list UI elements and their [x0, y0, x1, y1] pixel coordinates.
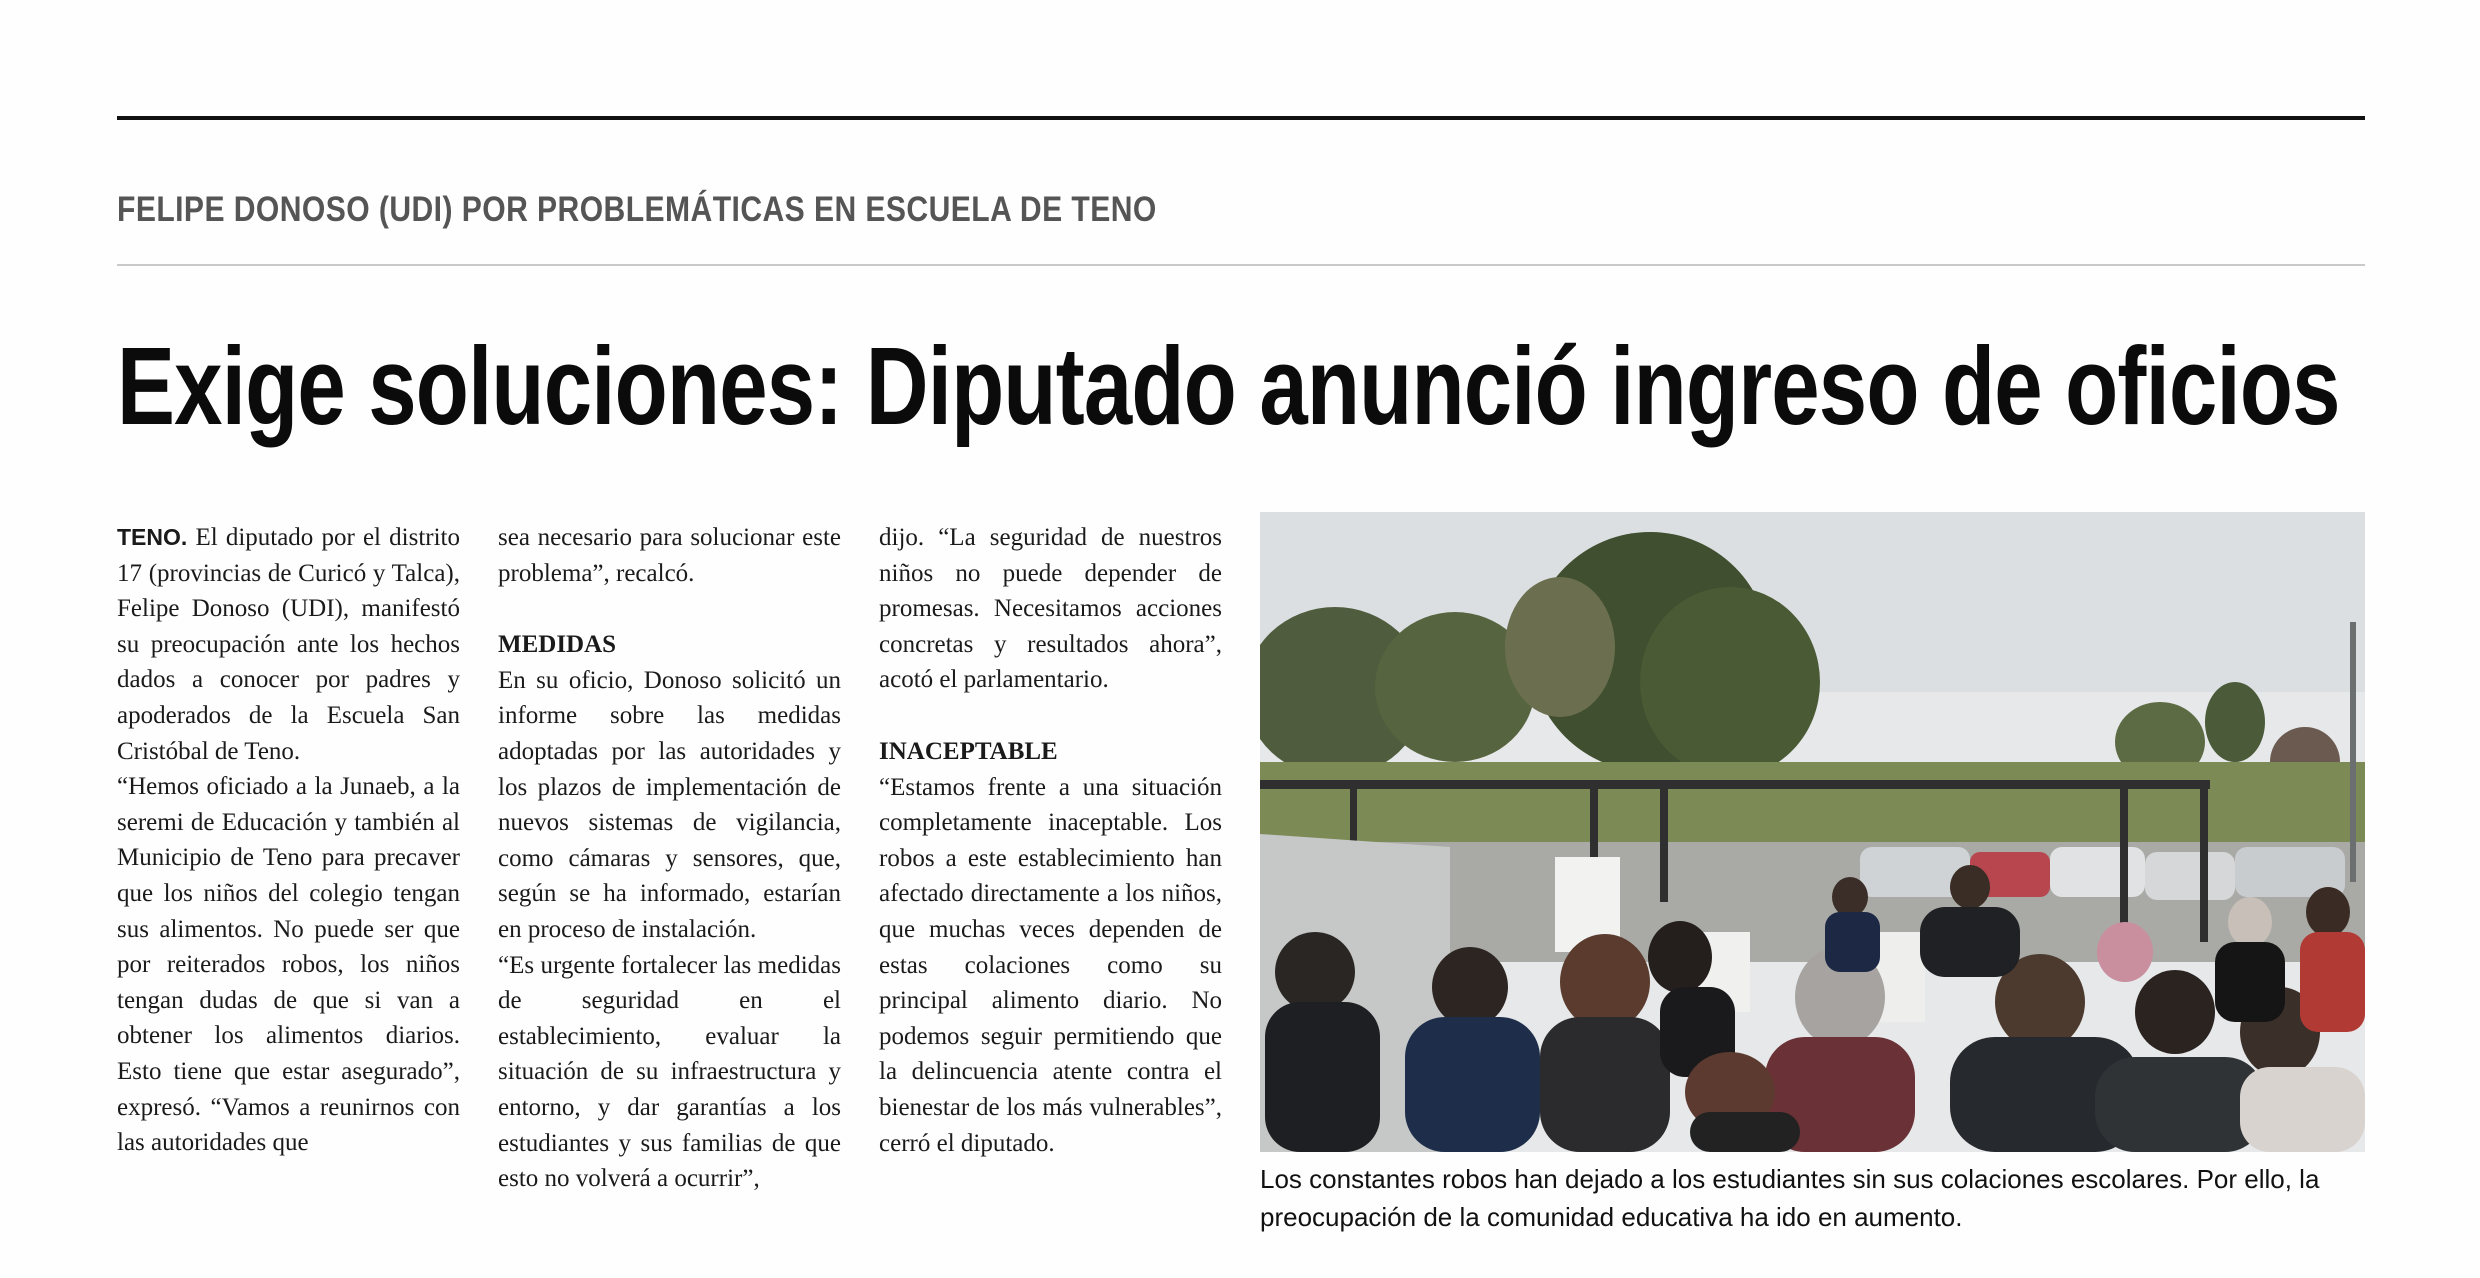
- paragraph: [117, 520, 460, 769]
- subhead-medidas: MEDIDAS: [498, 631, 617, 659]
- kicker: FELIPE DONOSO (UDI) POR PROBLEMÁTICAS EN ESCUELA DE TENO: [117, 190, 1157, 229]
- news-photo: [1260, 512, 2365, 1152]
- paragraph: “Es urgente fortalecer las medidas de seguridad en el establecimiento, evaluar la situación de su infraestructura y entorno, y dar garantías a los estudiantes y sus familias de que esto no volverá a ocurrir”,: [498, 951, 841, 1193]
- paragraph: sea necesario para solucionar este problema”, recalcó.: [498, 524, 841, 587]
- paragraph-text: El diputado por el distrito 17 (provincias de Curicó y Talca), Felipe Donoso (UDI), manifestó su preocupación ante los hechos dados a conocer por padres y apoderados de la Escuela San Cristóbal de Teno.: [117, 524, 460, 765]
- subhead-inaceptable: INACEPTABLE: [879, 737, 1058, 765]
- paragraph: En su oficio, Donoso solicitó un informe sobre las medidas adoptadas por las autoridades y los plazos de implementación de nuevos sistemas de vigilancia, como cámaras y sensores, que, según se ha informado, estarían en proceso de instalación.: [498, 666, 841, 943]
- article-column-1: [117, 520, 460, 1161]
- paragraph: dijo. “La seguridad de nuestros niños no puede depender de promesas. Necesitamos acciones concretas y resultados ahora”, acotó el parlamentario.: [879, 524, 1222, 694]
- paragraph: “Hemos oficiado a la Junaeb, a la seremi de Educación y también al Municipio de Teno para precaver que los niños del colegio tengan sus alimentos. No puede ser que por reiterados robos, los niños tengan dudas de que si van a obtener los alimentos diarios. Esto tiene que estar asegurado”, expresó. “Vamos a reunirnos con las autoridades que: [117, 773, 460, 1157]
- divider-rule: [117, 264, 2365, 266]
- article-column-3: [879, 520, 1222, 1161]
- article-column-2: [498, 520, 841, 1197]
- paragraph: “Estamos frente a una situación completamente inaceptable. Los robos a este establecimiento han afectado directamente a los niños, que muchas veces dependen de estas colaciones como su principal alimento diario. No podemos seguir permitiendo que la delincuencia atente contra el bienestar de los más vulnerables”, cerró el diputado.: [879, 773, 1222, 1157]
- top-rule: [117, 116, 2365, 120]
- headline: Exige soluciones: Diputado anunció ingreso de oficios: [117, 325, 2340, 448]
- photo-caption: Los constantes robos han dejado a los estudiantes sin sus colaciones escolares. Por ello, la preocupación de la comunidad educativa ha ido en aumento.: [1260, 1164, 2320, 1232]
- dateline: TENO.: [117, 524, 188, 550]
